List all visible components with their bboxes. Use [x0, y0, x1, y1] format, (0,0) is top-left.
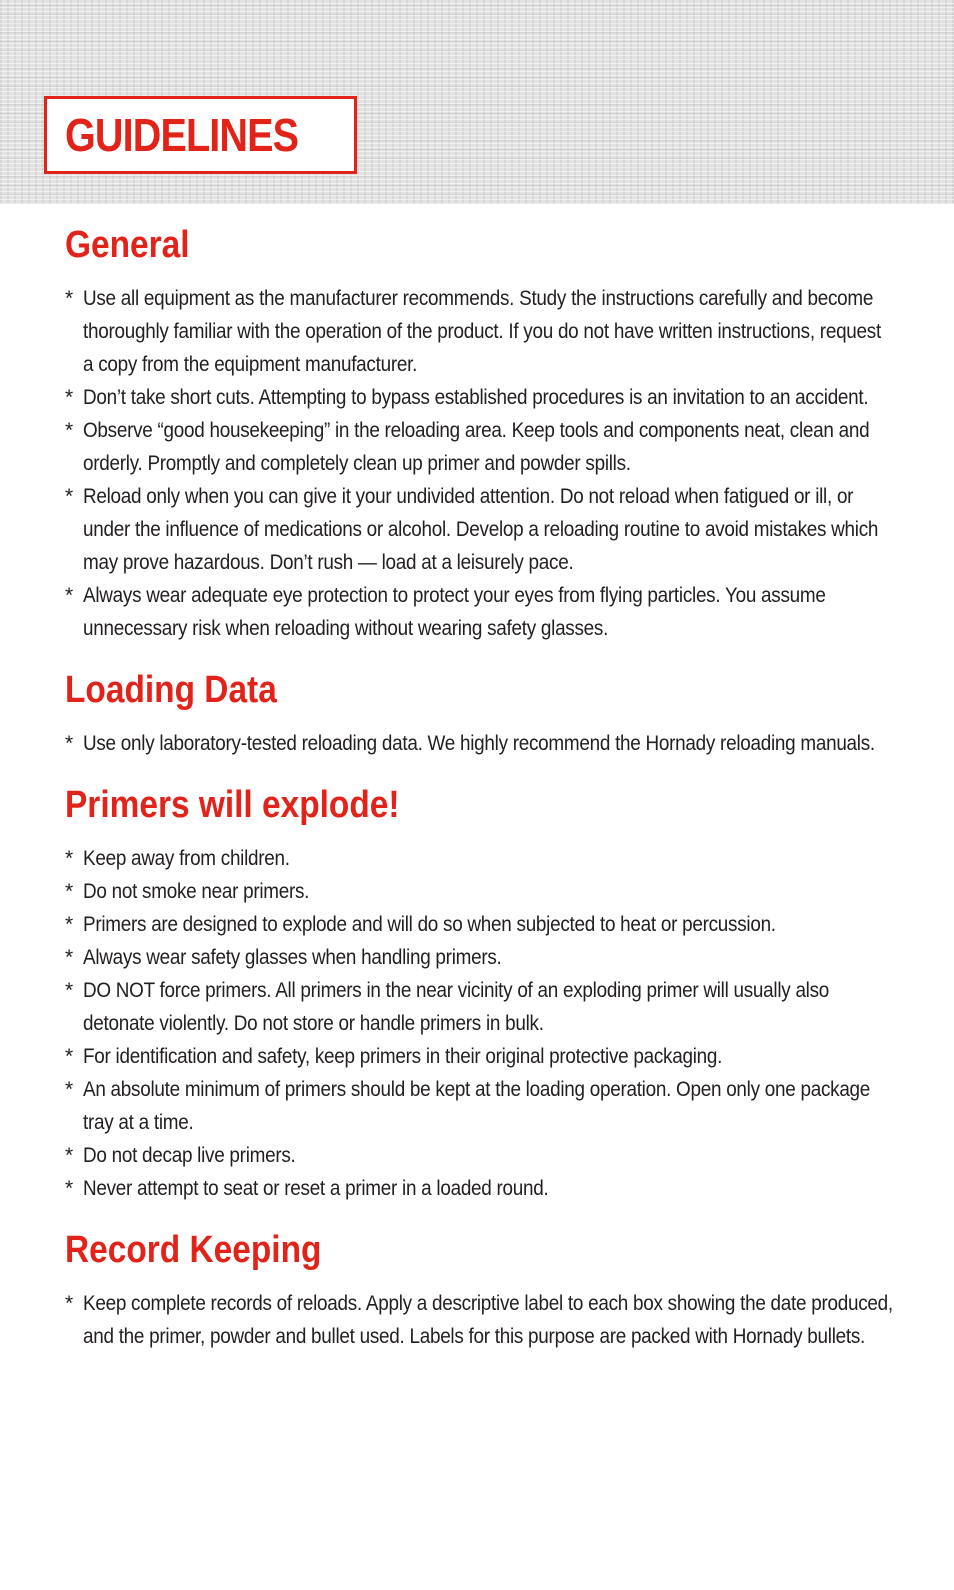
list-item [65, 1073, 895, 1139]
bullet-marker: * [65, 732, 73, 755]
guidelines-content [65, 222, 895, 1375]
list-item [65, 908, 895, 941]
bullet-marker: * [65, 1177, 73, 1200]
bullet-marker: * [65, 979, 73, 1002]
list-item [65, 1040, 895, 1073]
list-item-text: Keep away from children. [83, 847, 290, 870]
section-loading-data [65, 667, 895, 760]
list-item [65, 579, 895, 645]
list-item-text: Use only laboratory-tested reloading data. We highly recommend the Hornady reloading manuals. [83, 732, 875, 755]
list-item [65, 282, 895, 381]
list-item-text: Do not decap live primers. [83, 1144, 296, 1167]
bullet-marker: * [65, 1292, 73, 1315]
bullet-marker: * [65, 913, 73, 936]
bullet-list [65, 282, 895, 645]
bullet-marker: * [65, 419, 73, 442]
list-item-text: Keep complete records of reloads. Apply a descriptive label to each box showing the date produced, and the primer, powder and bullet used. Labels for this purpose are packed with Hornady bullets. [83, 1292, 893, 1348]
list-item [65, 941, 895, 974]
list-item-text: Use all equipment as the manufacturer recommends. Study the instructions carefully and become thoroughly familiar with the operation of the product. If you do not have written instructions, request a copy from the equipment manufacturer. [83, 287, 881, 376]
list-item-text: DO NOT force primers. All primers in the near vicinity of an exploding primer will usually also detonate violently. Do not store or handle primers in bulk. [83, 979, 830, 1035]
list-item-text: Always wear adequate eye protection to protect your eyes from flying particles. You assume unnecessary risk when reloading without wearing safety glasses. [83, 584, 826, 640]
list-item [65, 875, 895, 908]
title-box [44, 96, 357, 174]
bullet-marker: * [65, 584, 73, 607]
list-item [65, 1172, 895, 1205]
section-heading: Loading Data [65, 669, 277, 711]
section-primers [65, 782, 895, 1205]
list-item [65, 974, 895, 1040]
list-item [65, 1139, 895, 1172]
list-item [65, 480, 895, 579]
list-item-text: An absolute minimum of primers should be kept at the loading operation. Open only one package tray at a time. [83, 1078, 871, 1134]
list-item [65, 842, 895, 875]
list-item-text: Do not smoke near primers. [83, 880, 310, 903]
bullet-marker: * [65, 1144, 73, 1167]
bullet-marker: * [65, 847, 73, 870]
bullet-marker: * [65, 485, 73, 508]
section-record-keeping [65, 1227, 895, 1353]
list-item [65, 1287, 895, 1353]
list-item-text: Observe “good housekeeping” in the reloading area. Keep tools and components neat, clean and orderly. Promptly and completely clean up primer and powder spills. [83, 419, 870, 475]
bullet-list [65, 727, 895, 760]
list-item-text: For identification and safety, keep primers in their original protective packaging. [83, 1045, 723, 1068]
bullet-marker: * [65, 287, 73, 310]
list-item-text: Never attempt to seat or reset a primer in a loaded round. [83, 1177, 549, 1200]
bullet-marker: * [65, 1078, 73, 1101]
list-item-text: Don’t take short cuts. Attempting to bypass established procedures is an invitation to an accident. [83, 386, 869, 409]
list-item [65, 727, 895, 760]
section-general [65, 222, 895, 645]
bullet-marker: * [65, 946, 73, 969]
section-heading: General [65, 224, 190, 266]
bullet-marker: * [65, 1045, 73, 1068]
header-texture-band [0, 0, 954, 204]
bullet-list [65, 1287, 895, 1353]
list-item [65, 381, 895, 414]
section-heading: Primers will explode! [65, 784, 400, 826]
list-item-text: Always wear safety glasses when handling primers. [83, 946, 502, 969]
bullet-marker: * [65, 880, 73, 903]
list-item-text: Primers are designed to explode and will do so when subjected to heat or percussion. [83, 913, 776, 936]
bullet-list [65, 842, 895, 1205]
bullet-marker: * [65, 386, 73, 409]
list-item [65, 414, 895, 480]
section-heading: Record Keeping [65, 1229, 322, 1271]
page-title: GUIDELINES [65, 109, 299, 161]
list-item-text: Reload only when you can give it your undivided attention. Do not reload when fatigued or ill, or under the influence of medications or alcohol. Develop a reloading routine to avoid mistakes which may prove hazardous. Don’t rush — load at a leisurely pace. [83, 485, 879, 574]
